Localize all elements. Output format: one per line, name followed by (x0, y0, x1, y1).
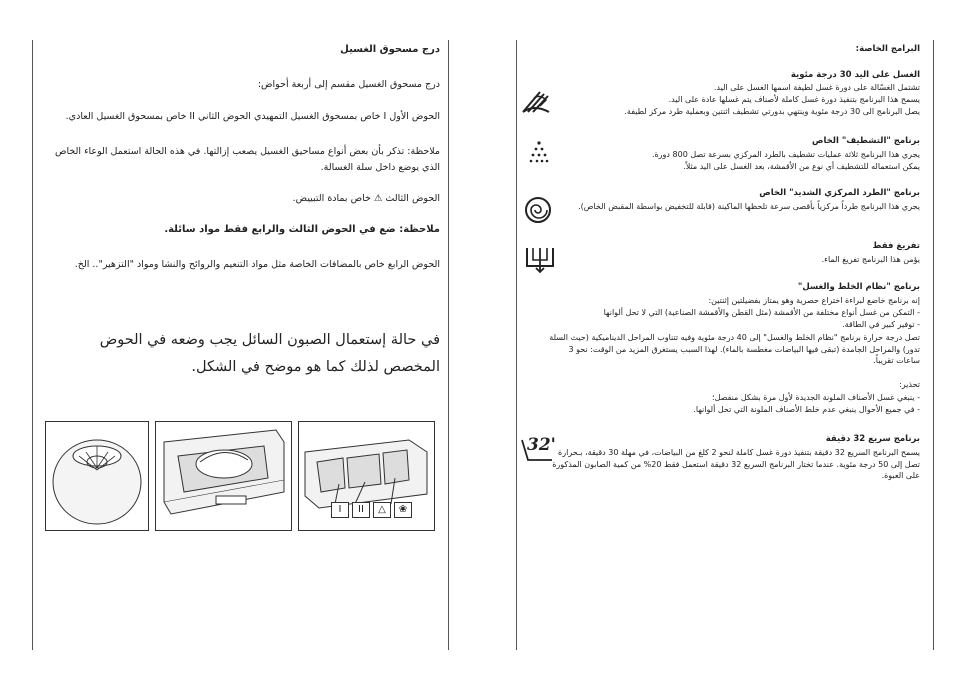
mix-intro: إنه برنامج خاضع لبراءة اختراع حصرية وهو يمتاز بفضيلتين إثنتين: (708, 296, 920, 305)
quick-title: برنامج سريع 32 دقيقة (825, 434, 920, 444)
drain-icon (524, 244, 556, 278)
rinse-title: برنامج "التشطيف" الخاص (812, 136, 920, 146)
compartment-label-3: △ (373, 502, 391, 518)
spin-text: يجري هذا البرنامج طرداً مركزياً بأقصى سرعة تلحظها الماكينة (قابلة للتخفيض بواسطة المقبض الخاص). (578, 202, 920, 211)
rinse-line-2: يمكن استعماله للتشطيف أي نوع من الأقمشة، بعد الغسل على اليد مثلاً. (683, 162, 920, 171)
removal-note: ملاحظة: تذكر بأن بعض أنواع مساحيق الغسيل يصعب إزالتها. في هذه الحالة استعمل الوعاء الخاص الذي يوضع داخل سلة الغسالة. (55, 146, 440, 173)
mix-warnings-list (546, 392, 920, 415)
mix-warning-2: - في جميع الأحوال ينبغي عدم خلط الأصناف الملونة التي تحل ألوانها. (546, 404, 920, 416)
compartment-label-2: II (352, 502, 370, 518)
drawer-with-cup-figure (155, 421, 292, 531)
handwash-line-1: تشتمل الغسّالة على دورة غسل لطيفة اسمها الغسل على اليد. (713, 83, 920, 92)
drain-title: تفريغ فقط (872, 241, 920, 251)
spin-icon (524, 196, 552, 228)
quick-32-icon (520, 434, 554, 464)
special-programs-header: البرامج الخاصة: (855, 44, 920, 54)
compartment-label-1: I (331, 502, 349, 518)
mix-benefits-list (546, 307, 920, 330)
left-column-rule (32, 40, 33, 650)
liquid-detergent-instruction: في حالة إستعمال الصبون السائل يجب وضعه في الحوض المخصص لذلك كما هو موضح في الشكل. (99, 331, 440, 375)
compartment-3-text: الحوض الثالث ⚠ خاص بمادة التبييض. (292, 193, 440, 204)
quick-text: يسمح البرنامج السريع 32 دقيقة بتنفيذ دورة غسل كاملة لنحو 2 كلغ من البياضات، في مهلة 30 دقيقة، بـحرارة تصل إلى 50 درجة مئوية. عندما تختار البرنامج السريع 32 دقيقة استعمل فقط 20% من كمية الصابون المذكورة على العبوة. (552, 448, 920, 480)
drawer-intro: درج مسحوق الغسيل مقسم إلى أربعة أحواض: (257, 79, 440, 90)
drawer-title: درج مسحوق الغسيل (340, 44, 440, 55)
dispenser-cup-figure (45, 421, 149, 531)
mix-title: برنامج "نظام الخلط والغسل" (797, 282, 920, 292)
quick-32-label: 32' (527, 435, 556, 455)
handwash-line-2: يسمح هذا البرنامج بتنفيذ دورة غسل كاملة لأصناف يتم غسلها عادة على اليد. (668, 95, 920, 104)
liquid-note: ملاحظة: ضع في الحوض الثالث والرابع فقط مواد سائلة. (164, 224, 440, 235)
compartment-label-4: ❀ (394, 502, 412, 518)
rinse-icon (528, 140, 550, 172)
drawer-compartments-figure (298, 421, 435, 531)
compartment-1-2-text: الحوض الأول I خاص بمسحوق الغسيل التمهيدي الحوض الثاني II خاص بمسحوق الغسيل العادي. (65, 111, 440, 122)
mix-benefit-1: - التمكن من غسل أنواع مختلفة من الأقمشة (مثل القطن والأقمشة الصناعية) التي لا تحل ألوانها (546, 307, 920, 319)
mix-paragraph: تصل درجة حرارة برنامج "نظام الخلط والغسل" إلى 40 درجة مئوية وفيه تتناوب المراحل الديناميكية (حيث السلة تدور) والمراحل الجامدة (تبقى فيها البياضات مغطسة بالماء). لهذا السبب يستغرق المزيد من الوقت: نحو 3 ساعات تقريباً. (549, 333, 920, 365)
mix-benefit-2: - توفير كبير في الطاقة. (546, 319, 920, 331)
compartment-4-text: الحوض الرابع خاص بالمضافات الخاصة مثل مواد التنعيم والروائح والنشا ومواد "التزهير".. الخ. (74, 259, 440, 270)
mix-warning-label: تحذير: (899, 380, 920, 389)
center-left-rule (448, 40, 449, 650)
drain-text: يؤمن هذا البرنامج تفريغ الماء. (821, 255, 920, 264)
spin-title: برنامج "الطرد المركزي الشديد" الخاص (759, 188, 920, 198)
right-column-rule (933, 40, 934, 650)
center-right-rule (516, 40, 517, 650)
mix-warning-1: - ينبغي غسل الأصناف الملونة الجديدة لأول مرة بشكل منفصل؛ (546, 392, 920, 404)
handwash-line-3: يصل البرنامج الى 30 درجة مئوية وينتهي بدورتي تشطيف اثنتين وبعملية طرد مركز لطيفة. (624, 107, 920, 116)
handwash-icon (520, 88, 552, 120)
handwash-title: الغسل على اليد 30 درجة مئوية (790, 70, 920, 80)
rinse-line-1: يجري هذا البرنامج ثلاثة عمليات تشطيف بالطرد المركزي بسرعة تصل 800 دورة. (651, 150, 920, 159)
